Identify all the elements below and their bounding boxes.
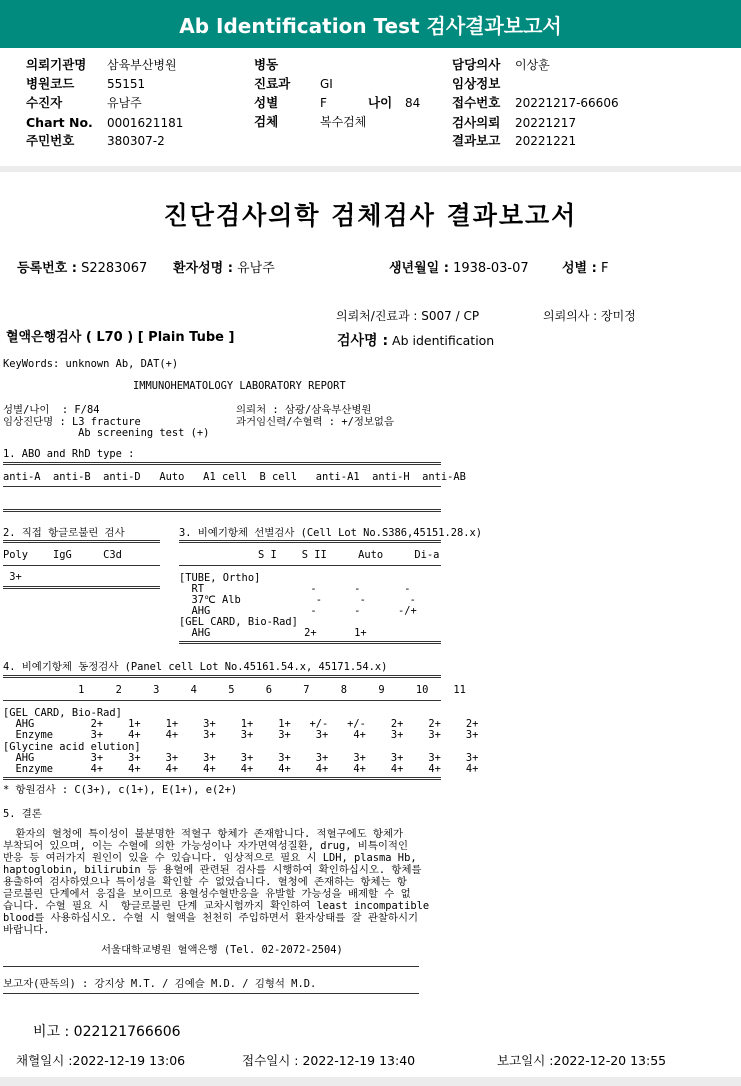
panel-row: [Glycine acid elution]: [3, 741, 141, 753]
rule: [3, 993, 419, 994]
section-2-title: 2. 직접 항글로불린 검사: [3, 527, 125, 539]
receipt-time: 접수일시 : 2022-12-19 13:40: [242, 1053, 416, 1068]
info-label: 진료과: [254, 76, 291, 91]
info-label: 임상정보: [452, 76, 501, 91]
double-rule: [179, 540, 441, 543]
rule: [179, 565, 441, 566]
registration-no: [17, 262, 147, 275]
panel-row: AHG 2+ 1+ 1+ 3+ 1+ 1+ +/- +/- 2+ 2+ 2+: [3, 718, 479, 730]
rule: [3, 486, 441, 487]
info-value: 84: [405, 96, 421, 110]
dat-header: Poly IgG C3d: [3, 549, 122, 561]
info-label: 병동: [254, 57, 279, 72]
panel-header: 1 2 3 4 5 6 7 8 9 10 11: [3, 684, 466, 696]
info-value: 55151: [107, 77, 146, 91]
double-rule: [3, 586, 160, 589]
bottom-border: [0, 1077, 741, 1086]
info-label: 주민번호: [26, 133, 75, 148]
panel-row: [GEL CARD, Bio-Rad]: [3, 707, 122, 719]
info-label: 결과보고: [452, 133, 501, 148]
screening-row: AHG - - -/+: [179, 605, 417, 617]
double-rule: [179, 641, 441, 644]
scanned-report: [0, 172, 741, 1077]
requesting-doctor: 의뢰의사 : 장미정: [543, 309, 636, 323]
info-value: GI: [320, 77, 333, 91]
blood-bank: 서울대학교병원 혈액은행 (Tel. 02-2072-2504): [101, 944, 343, 956]
info-label: 수진자: [26, 95, 63, 110]
info-label: Chart No.: [26, 115, 93, 130]
conclusion-line: 글로불린 단계에서 응집을 보이므로 용혈성수혈반응을 유발할 가능성을 배제할 수 없: [3, 888, 411, 900]
info-label: 병원코드: [26, 76, 75, 91]
screening-row: [TUBE, Ortho]: [179, 572, 261, 584]
section-5-title: 5. 결론: [3, 808, 42, 820]
screening-header: S I S II Auto Di-a: [258, 549, 440, 561]
info-value: 0001621181: [107, 116, 184, 130]
reporter: 보고자(판독의) : 강지상 M.T. / 김예슬 M.D. / 김형석 M.D.: [3, 978, 317, 990]
info-value: 380307-2: [107, 134, 165, 148]
value: F: [600, 261, 609, 276]
value: 022121766606: [73, 1024, 181, 1040]
conclusion-line: haptoglobin, bilirubin 등 용혈에 관련된 검사를 시행하여 확인하십시오. 항체를: [3, 864, 422, 876]
info-value: 20221221: [515, 134, 577, 148]
double-rule: [3, 675, 441, 678]
patient-name: [173, 262, 275, 275]
dat-result: 3+: [3, 571, 22, 583]
abo-header: anti-A anti-B anti-D Auto A1 cell B cell anti-A1 anti-H anti-AB: [3, 471, 466, 483]
screening-row: [GEL CARD, Bio-Rad]: [179, 616, 298, 628]
info-label: 성별: [254, 95, 279, 110]
info-value: 20221217: [515, 116, 577, 130]
info-label: 담당의사: [452, 57, 501, 72]
info-value: 이상훈: [515, 58, 550, 72]
panel-row: AHG 3+ 3+ 3+ 3+ 3+ 3+ 3+ 3+ 3+ 3+ 3+: [3, 752, 479, 764]
info-label: 나이: [368, 95, 393, 110]
test-name: [337, 333, 494, 349]
conclusion-line: 환자의 혈청에 특이성이 불분명한 적혈구 항체가 존재합니다. 적혈구에도 항체가: [3, 828, 404, 840]
label: 환자성명 :: [173, 261, 233, 276]
section-4-title: 4. 비예기항체 동정검사 (Panel cell Lot No.45161.54.x, 45171.54.x): [3, 661, 388, 673]
double-rule: [3, 540, 160, 543]
info-value: 삼육부산병원: [107, 58, 177, 72]
conclusion-line: blood를 사용하십시오. 수혈 시 혈액을 천천히 주입하면서 환자상태를 잘 관찰하시기: [3, 912, 419, 924]
section-3-title: 3. 비예기항체 선별검사 (Cell Lot No.S386,45151.28.x): [179, 527, 483, 539]
panel-row: Enzyme 3+ 4+ 4+ 3+ 3+ 3+ 3+ 4+ 3+ 3+ 3+: [3, 729, 479, 741]
conclusion-line: 반응 등 여러가지 원인이 있을 수 있습니다. 임상적으로 필요 시 LDH, plasma Hb,: [3, 852, 417, 864]
rule: [3, 966, 419, 967]
info-value: 유남주: [107, 96, 142, 110]
requesting-dept: 의뢰처/진료과 : S007 / CP: [336, 309, 480, 323]
antigen-test: * 항원검사 : C(3+), c(1+), E(1+), e(2+): [3, 784, 238, 796]
conclusion-line: 부착되어 있으며, 이는 수혈에 의한 가능성이나 자가면역성질환, drug, 비특이적인: [3, 840, 408, 852]
info-value: F: [320, 96, 327, 110]
info-value: 복수검체: [320, 115, 367, 129]
screening-row: RT - - -: [179, 583, 411, 595]
transfusion-history: 과거임신력/수혈력 : +/정보없음: [236, 416, 394, 428]
conclusion-line: 습니다. 수혈 필요 시 항글로불린 단계 교차시험까지 확인하여 least incompatible: [3, 900, 430, 912]
double-rule: [3, 509, 441, 512]
report-banner: [0, 0, 741, 48]
report-time: 보고일시 :2022-12-20 13:55: [497, 1053, 667, 1068]
banner-title: Ab Identification Test 검사결과보고서: [179, 13, 562, 38]
info-label: 검사의뢰: [452, 115, 501, 130]
sex-age: 성별/나이 : F/84: [3, 404, 100, 416]
collection-time: 채혈일시 :2022-12-19 13:06: [16, 1053, 186, 1068]
diagnosis: 임상진단명 : L3 fracture: [3, 416, 141, 428]
birth-date: [389, 262, 529, 275]
screening-test: Ab screening test (+): [3, 427, 210, 439]
section-1-title: 1. ABO and RhD type :: [3, 448, 135, 460]
screening-row: AHG 2+ 1+: [179, 627, 367, 639]
double-rule: [3, 777, 441, 780]
report-title: IMMUNOHEMATOLOGY LABORATORY REPORT: [133, 380, 346, 392]
double-rule: [3, 462, 441, 465]
note: [33, 1023, 181, 1041]
info-label: 접수번호: [452, 95, 501, 110]
value: S2283067: [81, 261, 148, 276]
value: 유남주: [237, 261, 275, 276]
label: 생년월일 :: [389, 261, 449, 276]
document-title: 진단검사의학 검체검사 결과보고서: [163, 201, 578, 230]
label: 성별 :: [562, 261, 597, 276]
label: 비고 :: [33, 1024, 70, 1040]
conclusion-line: 바랍니다.: [3, 924, 50, 936]
info-label: 검체: [254, 114, 279, 129]
keywords: KeyWords: unknown Ab, DAT(+): [3, 358, 179, 370]
info-label: 의뢰기관명: [26, 57, 87, 72]
panel-row: Enzyme 4+ 4+ 4+ 4+ 4+ 4+ 4+ 4+ 4+ 4+ 4+: [3, 763, 479, 775]
rule: [3, 700, 441, 701]
info-value: 20221217-66606: [515, 96, 619, 110]
label: 검사명 :: [337, 333, 389, 349]
value: 1938-03-07: [453, 261, 529, 276]
label: 등록번호 :: [17, 261, 77, 276]
value: Ab identification: [392, 333, 495, 348]
rule: [3, 565, 160, 566]
conclusion-line: 용출하여 검사하였으나 특이성을 확인할 수 없었습니다. 혈청에 존재하는 항체는 항: [3, 876, 407, 888]
test-code: 혈액은행검사 ( L70 ) [ Plain Tube ]: [6, 330, 235, 345]
sex: [562, 262, 608, 275]
screening-row: 37℃ Alb - - -: [179, 594, 416, 606]
referrer: 의뢰처 : 삼광/삼육부산병원: [236, 404, 372, 416]
